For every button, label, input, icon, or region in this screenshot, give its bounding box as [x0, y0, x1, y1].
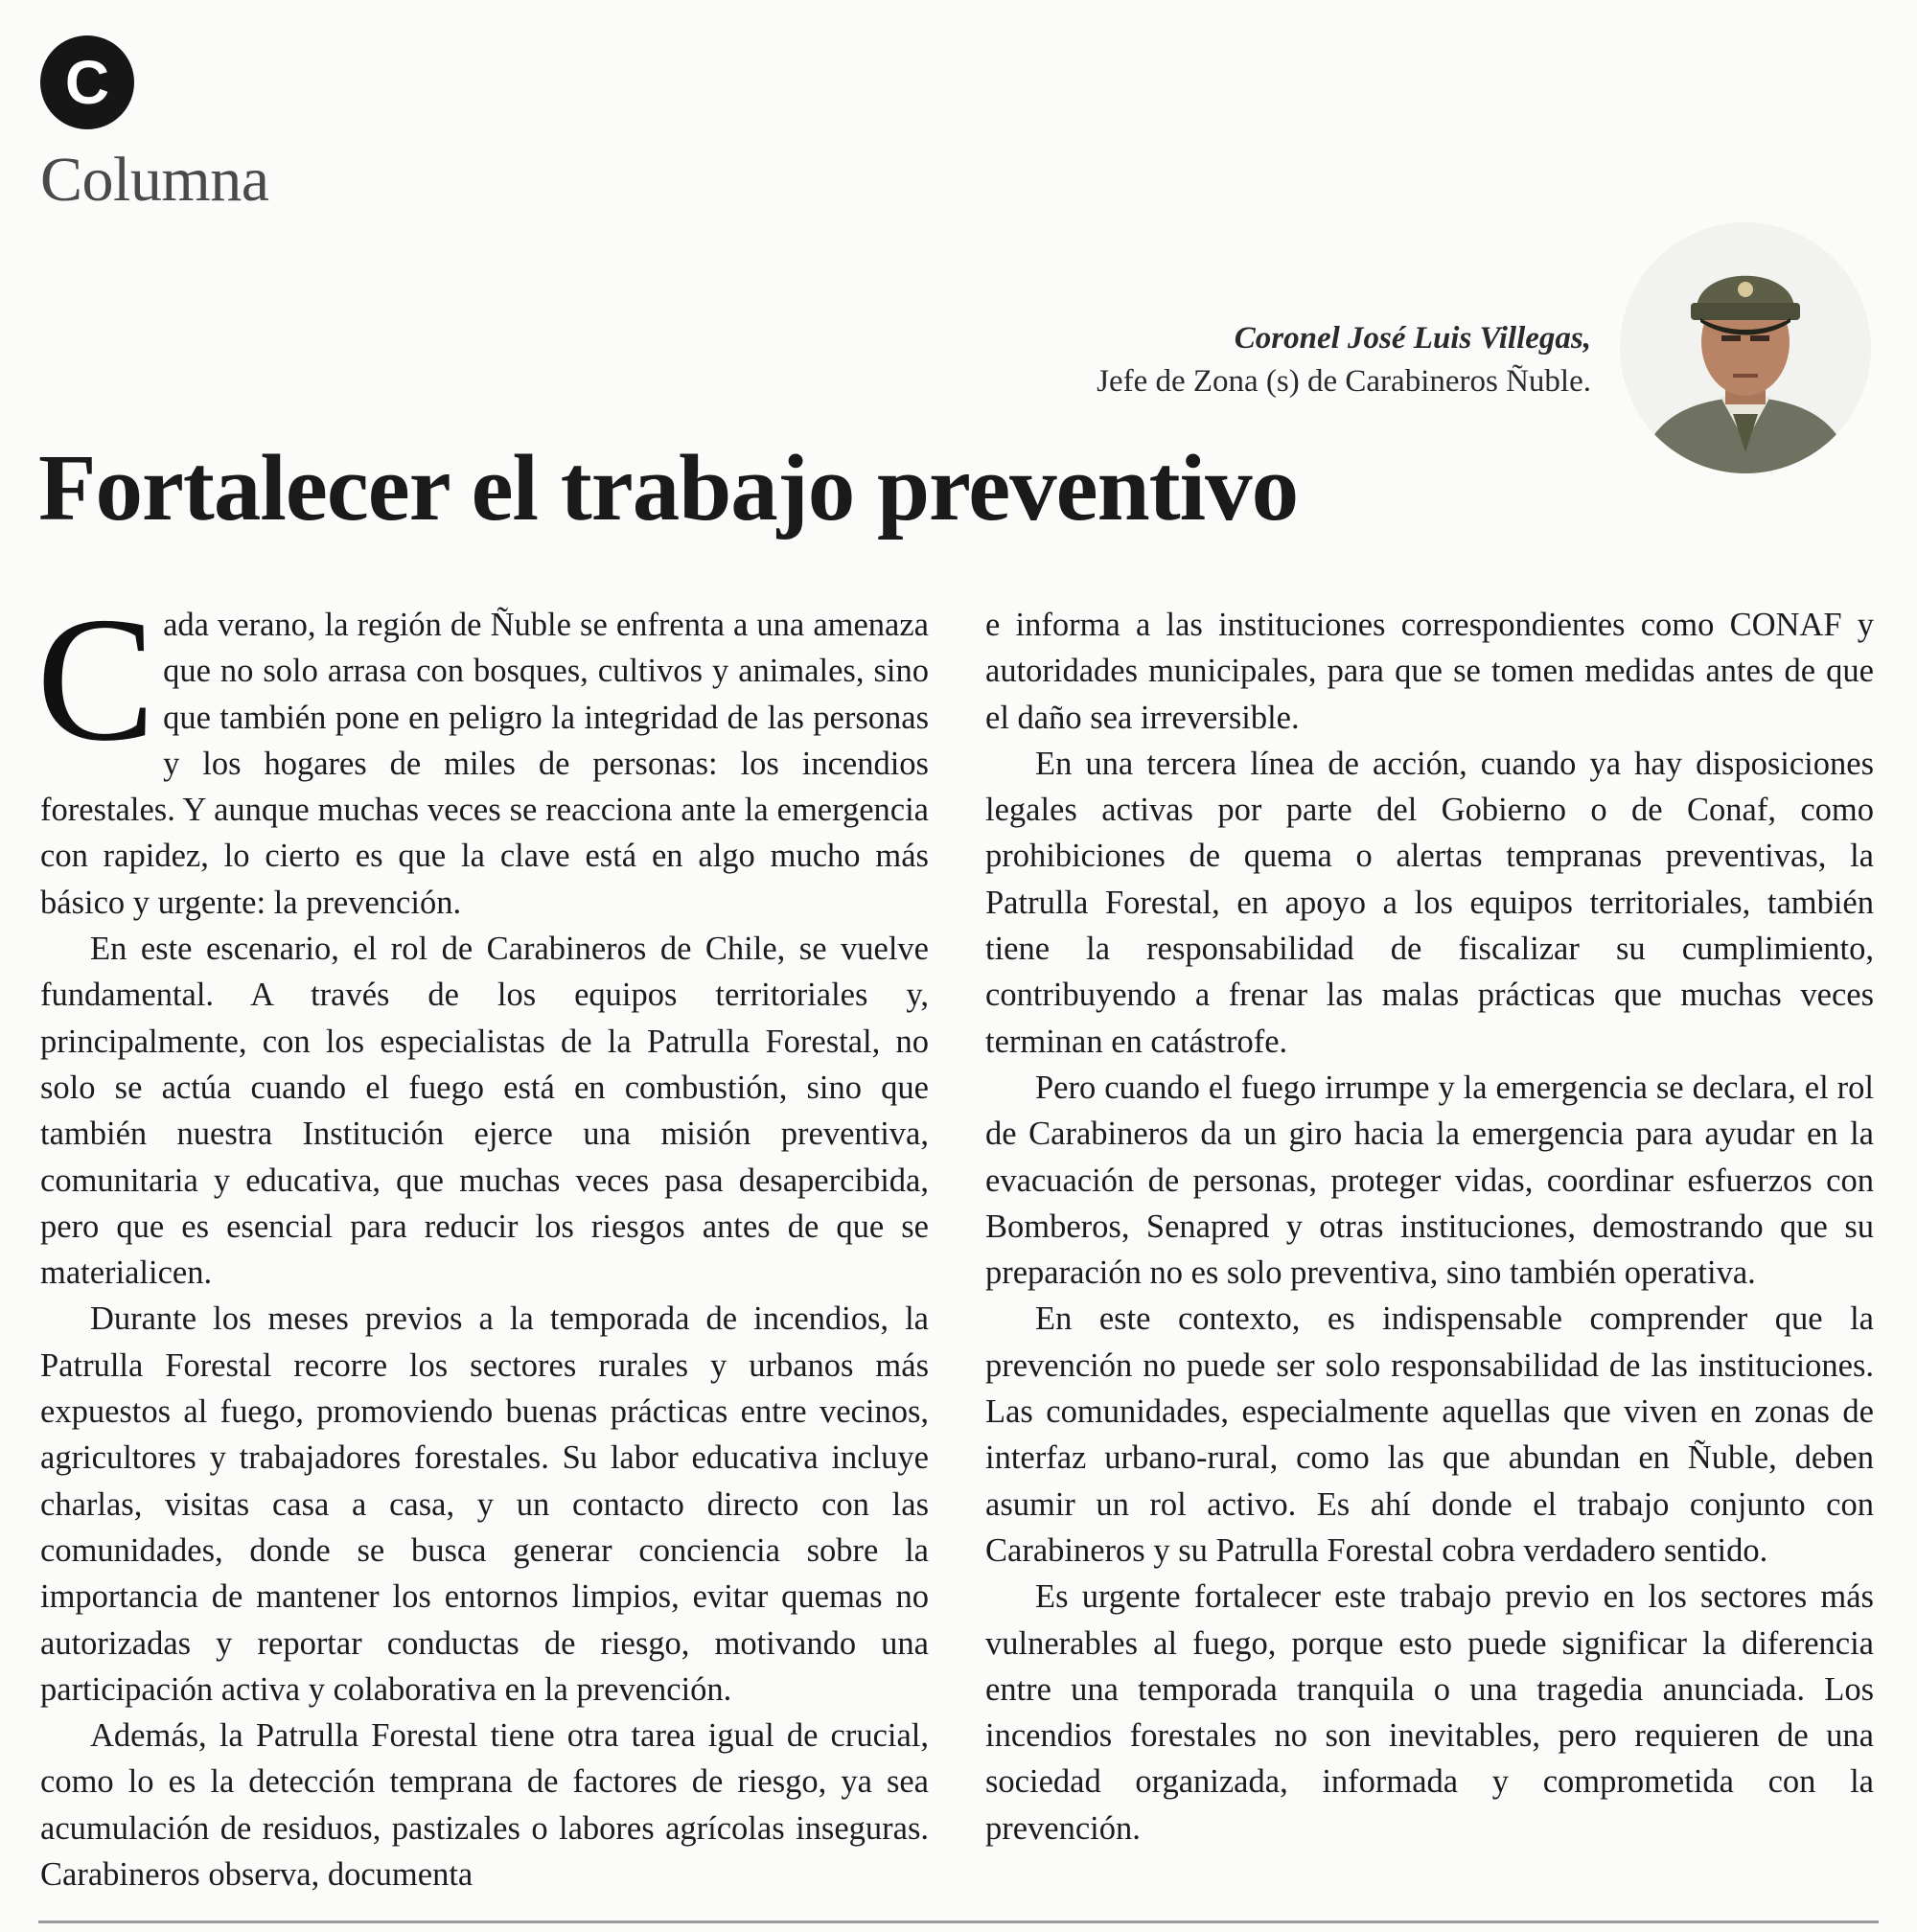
- byline: [1097, 321, 1591, 400]
- author-name: Coronel José Luis Villegas,: [1234, 321, 1591, 356]
- drop-cap: C: [36, 581, 156, 778]
- author-role: Jefe de Zona (s) de Carabineros Ñuble.: [1097, 364, 1591, 399]
- paragraph: Pero cuando el fuego irrumpe y la emergencia se declara, el rol de Carabineros da un giro hacia la emergencia para ayudar en la evacuación de personas, proteger vidas, coordinar esfuerzos con Bomberos, Senapred y otras instituciones, demostrando que su preparación no es solo preventiva, sino también operativa.: [985, 1069, 1874, 1292]
- paragraph: Es urgente fortalecer este trabajo previo en los sectores más vulnerables al fuego, porque esto puede significar la diferencia entre una temporada tranquila o una tragedia anunciada. Los incendios forestales no son inevitables, pero requieren de una sociedad organizada, informada y comprometida con la prevención.: [985, 1578, 1874, 1847]
- section-name: Columna: [40, 145, 269, 215]
- paragraph: En una tercera línea de acción, cuando ya hay disposiciones legales activas por parte del Gobierno o de Conaf, como prohibiciones de quema o alertas tempranas preventivas, la Patrulla Forestal, en apoyo a los equipos territoriales, también tiene la responsabilidad de fiscalizar su cumplimiento, contribuyendo a frenar las malas prácticas que muchas veces terminan en catástrofe.: [985, 745, 1874, 1060]
- paragraph: e informa a las instituciones correspondientes como CONAF y autoridades municipales, para que se tomen medidas antes de que el daño sea irreversible.: [985, 607, 1874, 736]
- paragraph: Cada verano, la región de Ñuble se enfrenta a una amenaza que no solo arrasa con bosques, cultivos y animales, sino que también pone en peligro la integridad de las personas y los hogares de miles de personas: los incendios forestales. Y aunque muchas veces se reacciona ante la emergencia con rapidez, lo cierto es que la clave está en algo mucho más básico y urgente: la prevención.: [36, 581, 929, 921]
- paragraph: En este contexto, es indispensable comprender que la prevención no puede ser solo responsabilidad de las instituciones. Las comunidades, especialmente aquellas que viven en zonas de interfaz urbano-rural, como las que abundan en Ñuble, deben asumir un rol activo. Es ahí donde el trabajo conjunto con Carabineros y su Patrulla Forestal cobra verdadero sentido.: [985, 1300, 1874, 1569]
- article-column-left: [36, 581, 929, 1898]
- bottom-divider: [38, 1920, 1879, 1923]
- paragraph: En este escenario, el rol de Carabineros de Chile, se vuelve fundamental. A través de los equipos territoriales y, principalmente, con los especialistas de la Patrulla Forestal, no solo se actúa cuando el fuego está en combustión, sino que también nuestra Institución ejerce una misión preventiva, comunitaria y educativa, que muchas veces pasa desapercibida, pero que es esencial para reducir los riesgos antes de que se materialicen.: [40, 931, 929, 1292]
- paragraph: Durante los meses previos a la temporada de incendios, la Patrulla Forestal recorre los sectores rurales y urbanos más expuestos al fuego, promoviendo buenas prácticas entre vecinos, agricultores y trabajadores forestales. Su labor educativa incluye charlas, visitas casa a casa, y un contacto directo con las comunidades, donde se busca generar conciencia sobre la importancia de mantener los entornos limpios, evitar quemas no autorizadas y reportar conductas de riesgo, motivando una participación activa y colaborativa en la prevención.: [40, 1300, 929, 1708]
- paragraph: Además, la Patrulla Forestal tiene otra tarea igual de crucial, como lo es la detección temprana de factores de riesgo, ya sea acumulación de residuos, pastizales o labores agrícolas inseguras. Carabineros observa, documenta: [40, 1717, 929, 1894]
- article-column-right: [985, 602, 1874, 1852]
- author-portrait-icon: [1620, 222, 1871, 473]
- article-headline: Fortalecer el trabajo preventivo: [38, 436, 1299, 540]
- section-badge: C: [40, 35, 134, 129]
